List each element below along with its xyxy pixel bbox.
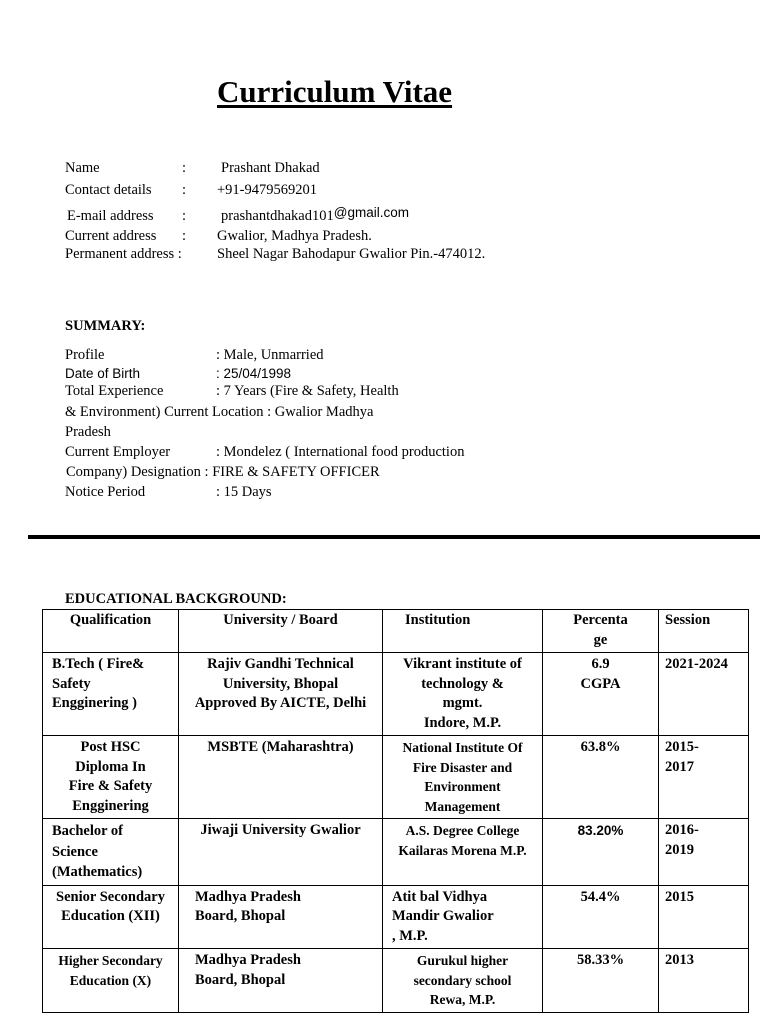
cell-percentage: 58.33% xyxy=(543,949,659,1013)
table-header-row xyxy=(43,610,749,653)
cell-institution: National Institute Of Fire Disaster and Environment Management xyxy=(383,736,543,819)
email-label: E-mail address xyxy=(67,208,154,224)
email-value xyxy=(221,205,409,225)
email-domain: @gmail.com xyxy=(333,205,409,220)
cell-session: 2021-2024 xyxy=(659,653,749,736)
cell-institution: A.S. Degree College Kailaras Morena M.P. xyxy=(383,819,543,886)
employer-label: Current Employer xyxy=(65,444,171,460)
current-address-label: Current address xyxy=(65,228,157,244)
cell-university: Rajiv Gandhi Technical University, Bhopal Approved By AICTE, Delhi xyxy=(179,653,383,736)
cell-percentage: 6.9 CGPA xyxy=(543,653,659,736)
current-address-colon: : xyxy=(182,228,187,244)
experience-line-2: & Environment) Current Location : Gwalior Madhya xyxy=(65,404,374,420)
header-university: University / Board xyxy=(179,610,383,653)
cell-institution: Atit bal Vidhya Mandir Gwalior , M.P. xyxy=(383,885,543,949)
dob-value: : 25/04/1998 xyxy=(216,366,292,381)
cell-session: 2016- 2019 xyxy=(659,819,749,886)
cell-university: Madhya Pradesh Board, Bhopal xyxy=(179,885,383,949)
table-row xyxy=(43,736,749,819)
header-institution: Institution xyxy=(383,610,543,653)
experience-value: : 7 Years (Fire & Safety, Health xyxy=(216,383,399,399)
employer-line-2: Company) Designation : FIRE & SAFETY OFFICER xyxy=(66,464,380,480)
cell-university: Madhya Pradesh Board, Bhopal xyxy=(179,949,383,1013)
employer-value: : Mondelez ( International food production xyxy=(216,444,465,460)
cell-session: 2015- 2017 xyxy=(659,736,749,819)
table-row xyxy=(43,949,749,1013)
name-colon: : xyxy=(182,160,187,176)
permanent-address-value: Sheel Nagar Bahodapur Gwalior Pin.-474012. xyxy=(217,246,486,262)
header-session: Session xyxy=(659,610,749,653)
email-user: prashantdhakad101 xyxy=(221,208,334,224)
experience-label: Total Experience xyxy=(65,383,164,399)
header-qualification: Qualification xyxy=(43,610,179,653)
contact-colon: : xyxy=(182,182,187,198)
name-label: Name xyxy=(65,160,100,176)
cell-percentage: 83.20% xyxy=(543,819,659,886)
notice-value: : 15 Days xyxy=(216,484,272,500)
header-percentage: Percenta ge xyxy=(543,610,659,653)
name-value: Prashant Dhakad xyxy=(221,160,320,176)
email-colon: : xyxy=(182,208,187,224)
cell-university: MSBTE (Maharashtra) xyxy=(179,736,383,819)
cell-percentage: 54.4% xyxy=(543,885,659,949)
cv-title: Curriculum Vitae xyxy=(217,74,453,109)
cell-session: 2015 xyxy=(659,885,749,949)
cell-qualification: Post HSC Diploma In Fire & Safety Engginering xyxy=(43,736,179,819)
dob-label: Date of Birth xyxy=(65,366,141,381)
cell-qualification: B.Tech ( Fire& Safety Engginering ) xyxy=(43,653,179,736)
section-divider xyxy=(28,535,760,539)
education-table xyxy=(42,609,749,1013)
profile-label: Profile xyxy=(65,347,105,363)
current-address-value: Gwalior, Madhya Pradesh. xyxy=(217,228,372,244)
contact-value: +91-9479569201 xyxy=(217,182,318,198)
table-row xyxy=(43,819,749,886)
education-heading: EDUCATIONAL BACKGROUND: xyxy=(65,591,287,607)
summary-heading: SUMMARY: xyxy=(65,318,146,334)
notice-label: Notice Period xyxy=(65,484,146,500)
experience-line-3: Pradesh xyxy=(65,424,111,440)
profile-value: : Male, Unmarried xyxy=(216,347,324,363)
cell-institution: Gurukul higher secondary school Rewa, M.P. xyxy=(383,949,543,1013)
table-row xyxy=(43,653,749,736)
cell-institution: Vikrant institute of technology & mgmt. Indore, M.P. xyxy=(383,653,543,736)
cell-percentage: 63.8% xyxy=(543,736,659,819)
cell-qualification: Senior Secondary Education (XII) xyxy=(43,885,179,949)
cell-university: Jiwaji University Gwalior xyxy=(179,819,383,886)
cell-qualification: Bachelor of Science (Mathematics) xyxy=(43,819,179,886)
contact-label: Contact details xyxy=(65,182,152,198)
cell-qualification: Higher Secondary Education (X) xyxy=(43,949,179,1013)
table-row xyxy=(43,885,749,949)
permanent-address-label: Permanent address : xyxy=(65,246,182,262)
cell-session: 2013 xyxy=(659,949,749,1013)
